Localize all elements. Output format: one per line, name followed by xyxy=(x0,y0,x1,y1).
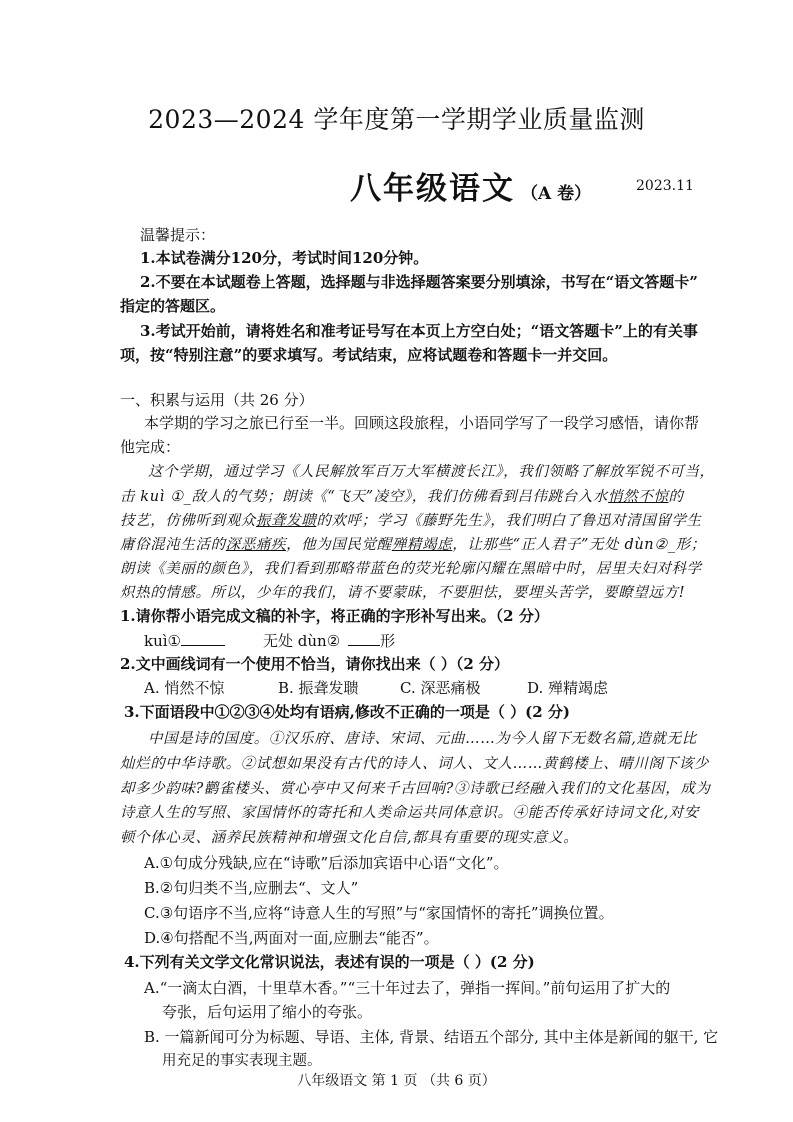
underlined-word: 深恶痛疾 xyxy=(225,537,287,553)
q3-passage-line-5: 顿个体心灵、涵养民族精神和增强文化自信,都具有重要的现实意义。 xyxy=(120,830,579,846)
section-intro-line-1: 本学期的学习之旅已行至一半。回顾这段旅程，小语同学写了一段学习感悟，请你帮 xyxy=(144,414,700,432)
passage-text: 技艺，仿佛听到观众 xyxy=(120,513,256,529)
passage-line-3 xyxy=(120,509,702,530)
subject-name: 八年级语文 xyxy=(350,171,515,207)
q3-option-c[interactable]: C.③句语序不当,应将“诗意人生的写照”与“家国情怀的寄托”调换位置。 xyxy=(144,904,614,922)
passage-line-5: 朗读《美丽的颜色》，我们看到那略带蓝色的荧光轮廓闪耀在黑暗中时，居里夫妇对科学 xyxy=(120,561,702,577)
question-4-stem: 4.下列有关文学文化常识说法，表述有误的一项是（ ）(2 分) xyxy=(124,953,535,971)
tip-3-line-2: 项，按“特别注意”的要求填写。考试结束，应将试题卷和答题卡一并交回。 xyxy=(120,346,618,364)
paper-version: （A 卷） xyxy=(521,184,592,204)
passage-text: 庸俗混沌生活的 xyxy=(120,537,226,553)
passage-text: ，让那些“正人君子”无处 dùn②_形； xyxy=(452,537,706,553)
exam-date: 2023.11 xyxy=(636,178,694,194)
passage-text: ，他为国民觉醒 xyxy=(286,537,392,553)
passage-line-1: 这个学期，通过学习《人民解放军百万大军横渡长江》，我们领略了解放军锐不可当， xyxy=(148,464,715,480)
q3-passage-line-3: 却多少韵味?鹳雀楼头、赏心亭中又何来千古回响?③诗歌已经融入我们的文化基因，成为 xyxy=(120,781,711,797)
q3-option-a[interactable]: A.①句成分残缺,应在“诗歌”后添加宾语中心语“文化”。 xyxy=(144,854,509,872)
blank-suffix: 形 xyxy=(380,632,396,650)
question-2-stem: 2.文中画线词有一个使用不恰当，请你找出来（ ）（2 分） xyxy=(120,655,510,673)
q3-passage-line-1: 中国是诗的国度。①汉乐府、唐诗、宋词、元曲……为今人留下无数名篇,造就无比 xyxy=(148,731,697,747)
exam-title: 2023—2024 学年度第一学期学业质量监测 xyxy=(148,105,645,134)
answer-blank-b[interactable] xyxy=(348,645,380,646)
tip-2-line-2: 指定的答题区。 xyxy=(120,297,226,315)
underlined-word: 悄然不惊 xyxy=(608,489,669,505)
passage-line-2 xyxy=(120,485,684,506)
q2-option-a[interactable]: A. 悄然不惊 xyxy=(144,679,225,697)
q2-option-b[interactable]: B. 振聋发聩 xyxy=(278,679,359,697)
question-3-stem: 3.下面语段中①②③④处均有语病,修改不正确的一项是（ ）(2 分) xyxy=(124,703,570,721)
q4-option-a-line-2: 夸张，后句运用了缩小的夸张。 xyxy=(162,1003,373,1021)
q2-option-d[interactable]: D. 殚精竭虑 xyxy=(527,679,609,697)
q3-option-d[interactable]: D.④句搭配不当,两面对一面,应删去“能否”。 xyxy=(144,929,439,947)
passage-text: 击 kuì ①_敌人的气势；朗读《“飞天”凌空》，我们仿佛看到吕伟跳台入水 xyxy=(120,489,609,505)
page-footer: 八年级语文 第 1 页 （共 6 页） xyxy=(297,1073,496,1089)
q4-option-b-line-2: 用充足的事实表现主题。 xyxy=(162,1053,322,1069)
answer-blank-a[interactable] xyxy=(181,645,225,646)
passage-line-6: 炽热的情感。所以，少年的我们，请不要蒙昧，不要胆怯，要埋头苦学，要瞭望远方! xyxy=(120,585,686,601)
section-heading: 一、积累与运用（共 26 分） xyxy=(120,391,314,409)
tip-1: 1.本试卷满分120分，考试时间120分钟。 xyxy=(140,249,429,267)
tip-3-line-1: 3.考试开始前，请将姓名和准考证号写在本页上方空白处；“语文答题卡”上的有关事 xyxy=(140,322,698,340)
question-1-answers xyxy=(144,630,395,651)
blank-label-b: 无处 dùn② xyxy=(263,632,341,650)
q4-option-a-line-1[interactable]: A.“一滴太白酒，十里草木香。”“三十年过去了，弹指一挥间。”前句运用了扩大的 xyxy=(144,979,671,997)
question-1-stem: 1.请你帮小语完成文稿的补字，将正确的字形补写出来。（2 分） xyxy=(120,607,549,625)
q2-option-c[interactable]: C. 深恶痛极 xyxy=(400,679,481,697)
q4-option-b-line-1[interactable]: B. 一篇新闻可分为标题、导语、主体, 背景、结语五个部分, 其中主体是新闻的躯干, 它 xyxy=(144,1028,719,1046)
q3-passage-line-2: 灿烂的中华诗歌。②试想如果没有古代的诗人、词人、文人……黄鹤楼上、晴川阁下该少 xyxy=(120,756,709,772)
section-intro-line-2: 他完成： xyxy=(120,438,181,456)
q3-option-b[interactable]: B.②句归类不当,应删去“、文人” xyxy=(144,879,359,897)
blank-label-a: kuì① xyxy=(144,632,181,650)
tip-2-line-1: 2.不要在本试题卷上答题，选择题与非选择题答案要分别填涂，书写在“语文答题卡” xyxy=(140,273,698,291)
passage-text: 的 xyxy=(668,489,684,505)
subject-title xyxy=(350,163,591,208)
passage-text: 的欢呼；学习《藤野先生》，我们明白了鲁迅对清国留学生 xyxy=(316,513,702,529)
q3-passage-line-4: 诗意人生的写照、家国情怀的寄托和人类命运共同体意识。④能否传承好诗词文化,对安 xyxy=(120,805,700,821)
underlined-word: 殚精竭虑 xyxy=(391,537,453,553)
tips-heading: 温馨提示： xyxy=(140,226,216,244)
passage-line-4 xyxy=(120,533,706,554)
underlined-word: 振聋发聩 xyxy=(255,513,317,529)
